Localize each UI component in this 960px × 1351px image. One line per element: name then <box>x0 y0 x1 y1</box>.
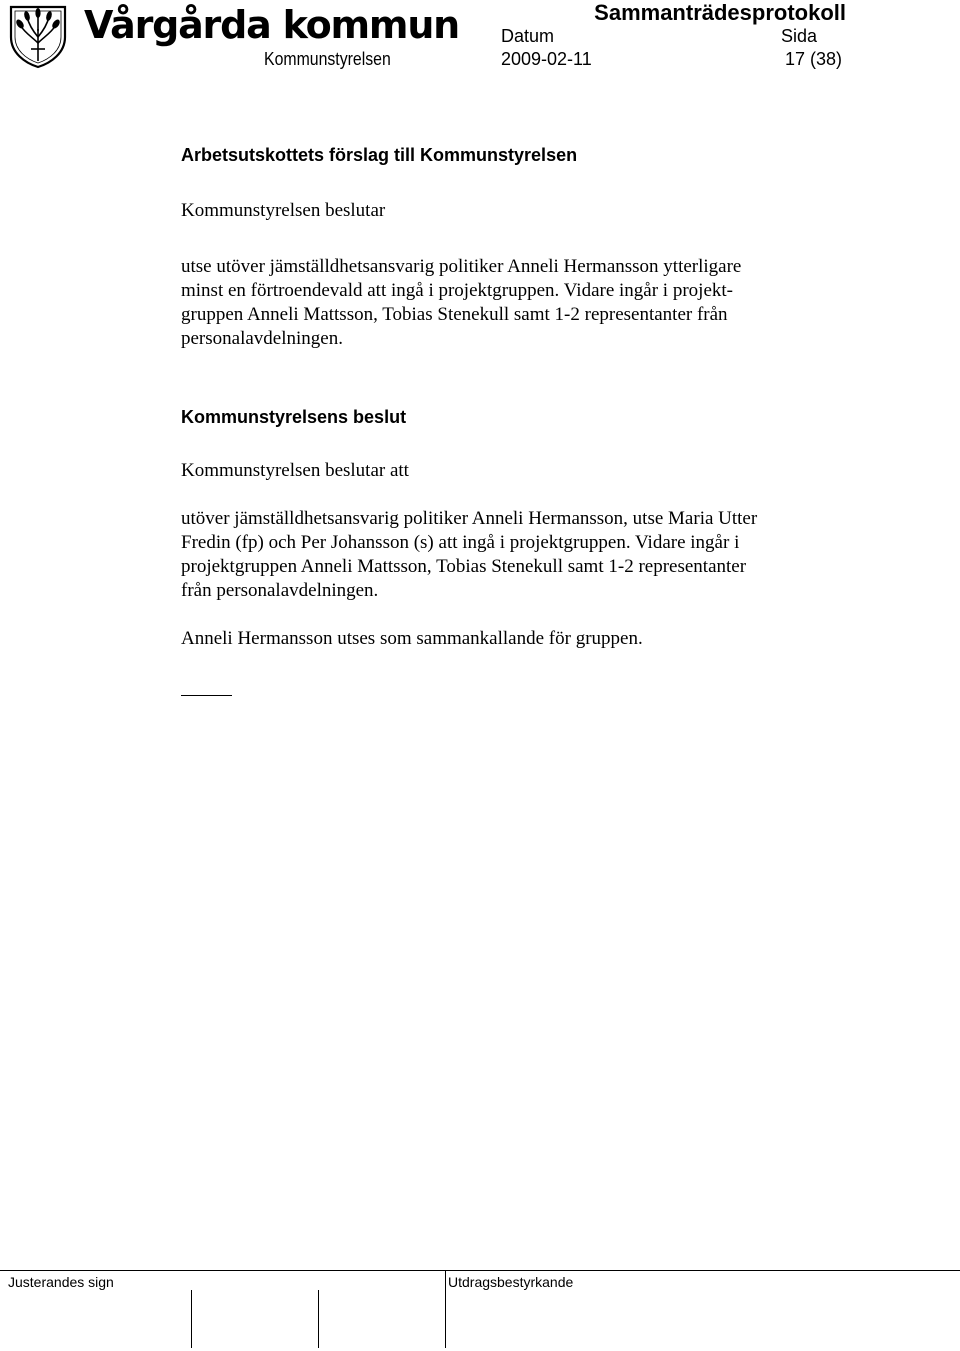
page-footer <box>0 1270 960 1351</box>
document-type-title: Sammanträdesprotokoll <box>594 0 846 25</box>
paragraph-line: gruppen Anneli Mattsson, Tobias Stenekull samt 1-2 representanter från <box>181 304 728 325</box>
date-value: 2009-02-11 <box>501 49 592 69</box>
adjuster-sign-label: Justerandes sign <box>8 1274 114 1290</box>
page-header <box>0 0 960 80</box>
municipality-logo-text: Vårgårda kommun <box>84 3 460 47</box>
paragraph-line: personalavdelningen. <box>181 328 343 349</box>
paragraph-line: utöver jämställdhetsansvarig politiker Anneli Hermansson, utse Maria Utter <box>181 508 758 529</box>
signature-field-divider <box>191 1290 192 1348</box>
proposal-paragraph <box>181 255 881 351</box>
paragraph-line: minst en förtroendevald att ingå i projektgruppen. Vidare ingår i projekt- <box>181 280 733 301</box>
footer-column-divider <box>445 1270 446 1348</box>
page-value: 17 (38) <box>785 49 843 69</box>
signature-field-divider <box>318 1290 319 1348</box>
committee-proposal-heading: Arbetsutskottets förslag till Kommunstyrelsen <box>181 145 578 165</box>
board-decision-heading: Kommunstyrelsens beslut <box>181 407 407 427</box>
page-label: Sida <box>781 26 818 46</box>
paragraph-line: från personalavdelningen. <box>181 580 379 601</box>
paragraph-line: Fredin (fp) och Per Johansson (s) att ingå i projektgruppen. Vidare ingår i <box>181 532 740 553</box>
footer-divider <box>0 1270 960 1271</box>
decision-intro: Kommunstyrelsen beslutar att <box>181 460 409 481</box>
decision-paragraph <box>181 507 881 603</box>
board-name: Kommunstyrelsen <box>264 49 391 69</box>
paragraph-line: utse utöver jämställdhetsansvarig politiker Anneli Hermansson ytterligare <box>181 256 742 277</box>
date-label: Datum <box>501 26 555 46</box>
section-end-rule <box>181 695 232 696</box>
paragraph-line: projektgruppen Anneli Mattsson, Tobias Stenekull samt 1-2 representanter <box>181 556 747 577</box>
decision-closing: Anneli Hermansson utses som sammankallande för gruppen. <box>181 628 643 649</box>
extract-certification-label: Utdragsbestyrkande <box>448 1274 574 1290</box>
municipal-coat-of-arms-icon <box>5 3 71 69</box>
proposal-intro: Kommunstyrelsen beslutar <box>181 200 386 221</box>
protocol-body <box>181 143 881 696</box>
